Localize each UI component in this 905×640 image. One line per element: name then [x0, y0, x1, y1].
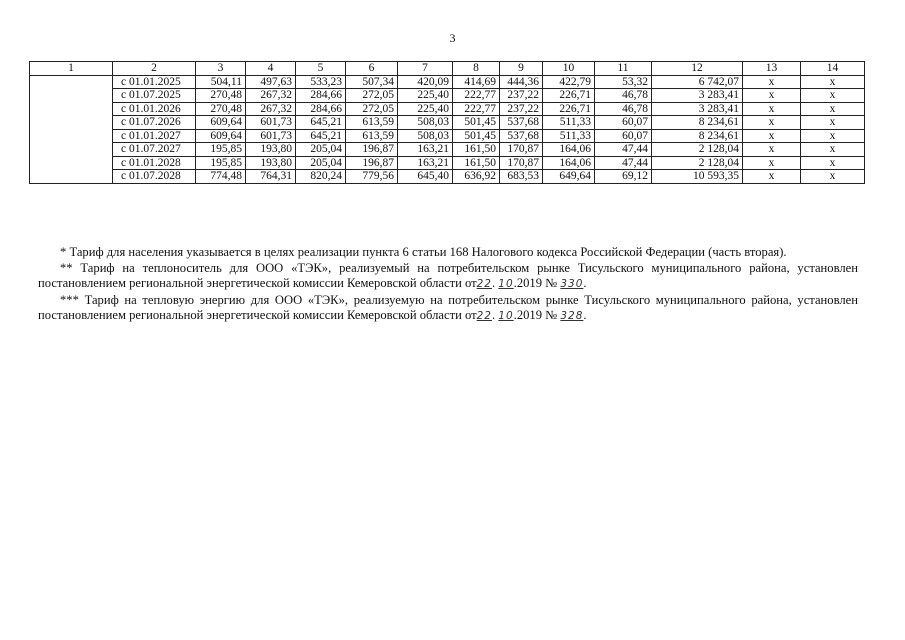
value-cell: 533,23: [296, 75, 346, 89]
value-cell: 601,73: [246, 129, 296, 143]
header-cell: 4: [246, 62, 296, 76]
value-cell: 205,04: [296, 156, 346, 170]
header-cell: 3: [196, 62, 246, 76]
value-cell: х: [743, 170, 801, 184]
page-number: 3: [449, 31, 456, 45]
value-cell: 170,87: [500, 143, 543, 157]
period-cell: с 01.01.2028: [113, 156, 196, 170]
value-cell: х: [743, 102, 801, 116]
value-cell: 779,56: [346, 170, 398, 184]
value-cell: х: [801, 170, 865, 184]
value-cell: 504,11: [196, 75, 246, 89]
value-cell: 507,34: [346, 75, 398, 89]
value-cell: 645,40: [398, 170, 453, 184]
value-cell: х: [743, 129, 801, 143]
value-cell: 609,64: [196, 116, 246, 130]
value-cell: 193,80: [246, 156, 296, 170]
value-cell: 284,66: [296, 89, 346, 103]
footnote-3-month: 10: [498, 310, 514, 322]
table-row: [30, 156, 865, 170]
table-row: [30, 102, 865, 116]
header-cell: 1: [30, 62, 113, 76]
footnote-2-number: 330: [560, 278, 584, 290]
value-cell: 164,06: [543, 143, 595, 157]
value-cell: 46,78: [595, 102, 652, 116]
value-cell: 193,80: [246, 143, 296, 157]
table-row: [30, 116, 865, 130]
blank-cell: [30, 102, 113, 116]
value-cell: 196,87: [346, 156, 398, 170]
value-cell: 501,45: [453, 116, 500, 130]
value-cell: 613,59: [346, 116, 398, 130]
header-cell: 10: [543, 62, 595, 76]
value-cell: 683,53: [500, 170, 543, 184]
footnote-3-number: 328: [560, 310, 584, 322]
table-row: [30, 170, 865, 184]
footnote-2-month: 10: [498, 278, 514, 290]
value-cell: 537,68: [500, 116, 543, 130]
value-cell: 508,03: [398, 116, 453, 130]
header-cell: 5: [296, 62, 346, 76]
value-cell: 267,32: [246, 102, 296, 116]
value-cell: 613,59: [346, 129, 398, 143]
value-cell: 2 128,04: [652, 143, 743, 157]
footnote-2-text: ** Тариф на теплоноситель для ООО «ТЭК», реализуемый на потребительском рынке Тисульского муниципального района, установлен постановлением региональной энергетической комиссии Кемеровской области от: [38, 260, 858, 290]
value-cell: 53,32: [595, 75, 652, 89]
value-cell: 226,71: [543, 89, 595, 103]
value-cell: 444,36: [500, 75, 543, 89]
footnotes: [38, 245, 858, 325]
footnote-3: *** Тариф на тепловую энергию для ООО «ТЭК», реализуемую на потребительском рынке Тисульского муниципального района, установлен постановлением региональной энергетической комиссии Кемеровской области от22. 10.2019 № 328.: [38, 292, 858, 322]
value-cell: х: [801, 156, 865, 170]
period-cell: с 01.07.2025: [113, 89, 196, 103]
header-cell: 8: [453, 62, 500, 76]
value-cell: 47,44: [595, 156, 652, 170]
value-cell: 645,21: [296, 116, 346, 130]
blank-cell: [30, 156, 113, 170]
table-row: [30, 143, 865, 157]
value-cell: х: [743, 156, 801, 170]
value-cell: 501,45: [453, 129, 500, 143]
footnote-2-year: .2019 №: [513, 276, 558, 290]
header-cell: 7: [398, 62, 453, 76]
value-cell: 161,50: [453, 143, 500, 157]
value-cell: 69,12: [595, 170, 652, 184]
table-row: [30, 89, 865, 103]
table-row: [30, 75, 865, 89]
blank-cell: [30, 89, 113, 103]
value-cell: 508,03: [398, 129, 453, 143]
footnote-2-day: 22: [476, 278, 492, 290]
value-cell: 645,21: [296, 129, 346, 143]
value-cell: 636,92: [453, 170, 500, 184]
period-cell: с 01.07.2026: [113, 116, 196, 130]
value-cell: х: [801, 89, 865, 103]
value-cell: 161,50: [453, 156, 500, 170]
value-cell: 497,63: [246, 75, 296, 89]
footnote-3-year: .2019 №: [513, 308, 558, 322]
value-cell: х: [743, 116, 801, 130]
table-header-row: [30, 62, 865, 76]
table-row: [30, 129, 865, 143]
value-cell: 3 283,41: [652, 89, 743, 103]
value-cell: 649,64: [543, 170, 595, 184]
footnote-3-day: 22: [476, 310, 492, 322]
blank-cell: [30, 75, 113, 89]
value-cell: 60,07: [595, 116, 652, 130]
value-cell: 511,33: [543, 116, 595, 130]
footnote-2: ** Тариф на теплоноситель для ООО «ТЭК», реализуемый на потребительском рынке Тисульского муниципального района, установлен постановлением региональной энергетической комиссии Кемеровской области от22. 10.2019 № 330.: [38, 260, 858, 290]
value-cell: 422,79: [543, 75, 595, 89]
value-cell: 537,68: [500, 129, 543, 143]
blank-cell: [30, 143, 113, 157]
value-cell: 2 128,04: [652, 156, 743, 170]
header-cell: 11: [595, 62, 652, 76]
header-cell: 12: [652, 62, 743, 76]
blank-cell: [30, 170, 113, 184]
value-cell: 205,04: [296, 143, 346, 157]
value-cell: 222,77: [453, 89, 500, 103]
value-cell: 511,33: [543, 129, 595, 143]
value-cell: 164,06: [543, 156, 595, 170]
value-cell: 196,87: [346, 143, 398, 157]
value-cell: 601,73: [246, 116, 296, 130]
value-cell: 170,87: [500, 156, 543, 170]
period-cell: с 01.01.2027: [113, 129, 196, 143]
value-cell: 226,71: [543, 102, 595, 116]
value-cell: 195,85: [196, 156, 246, 170]
period-cell: с 01.07.2028: [113, 170, 196, 184]
footnote-1: * Тариф для населения указывается в целях реализации пункта 6 статьи 168 Налогового кодекса Российской Федерации (часть вторая).: [60, 245, 787, 259]
value-cell: 225,40: [398, 89, 453, 103]
value-cell: 8 234,61: [652, 116, 743, 130]
header-cell: 14: [801, 62, 865, 76]
value-cell: 609,64: [196, 129, 246, 143]
value-cell: х: [743, 75, 801, 89]
value-cell: 222,77: [453, 102, 500, 116]
value-cell: 270,48: [196, 102, 246, 116]
period-cell: с 01.01.2025: [113, 75, 196, 89]
value-cell: 60,07: [595, 129, 652, 143]
value-cell: х: [801, 129, 865, 143]
header-cell: 6: [346, 62, 398, 76]
value-cell: 764,31: [246, 170, 296, 184]
value-cell: 237,22: [500, 89, 543, 103]
value-cell: 163,21: [398, 143, 453, 157]
value-cell: 163,21: [398, 156, 453, 170]
header-cell: 13: [743, 62, 801, 76]
tariff-table: [29, 61, 865, 184]
header-cell: 2: [113, 62, 196, 76]
value-cell: 195,85: [196, 143, 246, 157]
value-cell: х: [801, 116, 865, 130]
value-cell: 225,40: [398, 102, 453, 116]
header-cell: 9: [500, 62, 543, 76]
blank-cell: [30, 116, 113, 130]
period-cell: с 01.01.2026: [113, 102, 196, 116]
value-cell: х: [743, 143, 801, 157]
value-cell: 267,32: [246, 89, 296, 103]
value-cell: 420,09: [398, 75, 453, 89]
period-cell: с 01.07.2027: [113, 143, 196, 157]
value-cell: х: [743, 89, 801, 103]
value-cell: 47,44: [595, 143, 652, 157]
value-cell: 6 742,07: [652, 75, 743, 89]
value-cell: 820,24: [296, 170, 346, 184]
blank-cell: [30, 129, 113, 143]
value-cell: 270,48: [196, 89, 246, 103]
value-cell: 272,05: [346, 89, 398, 103]
value-cell: 272,05: [346, 102, 398, 116]
value-cell: х: [801, 102, 865, 116]
value-cell: 8 234,61: [652, 129, 743, 143]
value-cell: х: [801, 143, 865, 157]
footnote-3-text: *** Тариф на тепловую энергию для ООО «ТЭК», реализуемую на потребительском рынке Тисульского муниципального района, установлен постановлением региональной энергетической комиссии Кемеровской области от: [38, 292, 858, 322]
value-cell: 3 283,41: [652, 102, 743, 116]
value-cell: 284,66: [296, 102, 346, 116]
value-cell: 774,48: [196, 170, 246, 184]
value-cell: 237,22: [500, 102, 543, 116]
value-cell: 46,78: [595, 89, 652, 103]
value-cell: х: [801, 75, 865, 89]
value-cell: 414,69: [453, 75, 500, 89]
value-cell: 10 593,35: [652, 170, 743, 184]
